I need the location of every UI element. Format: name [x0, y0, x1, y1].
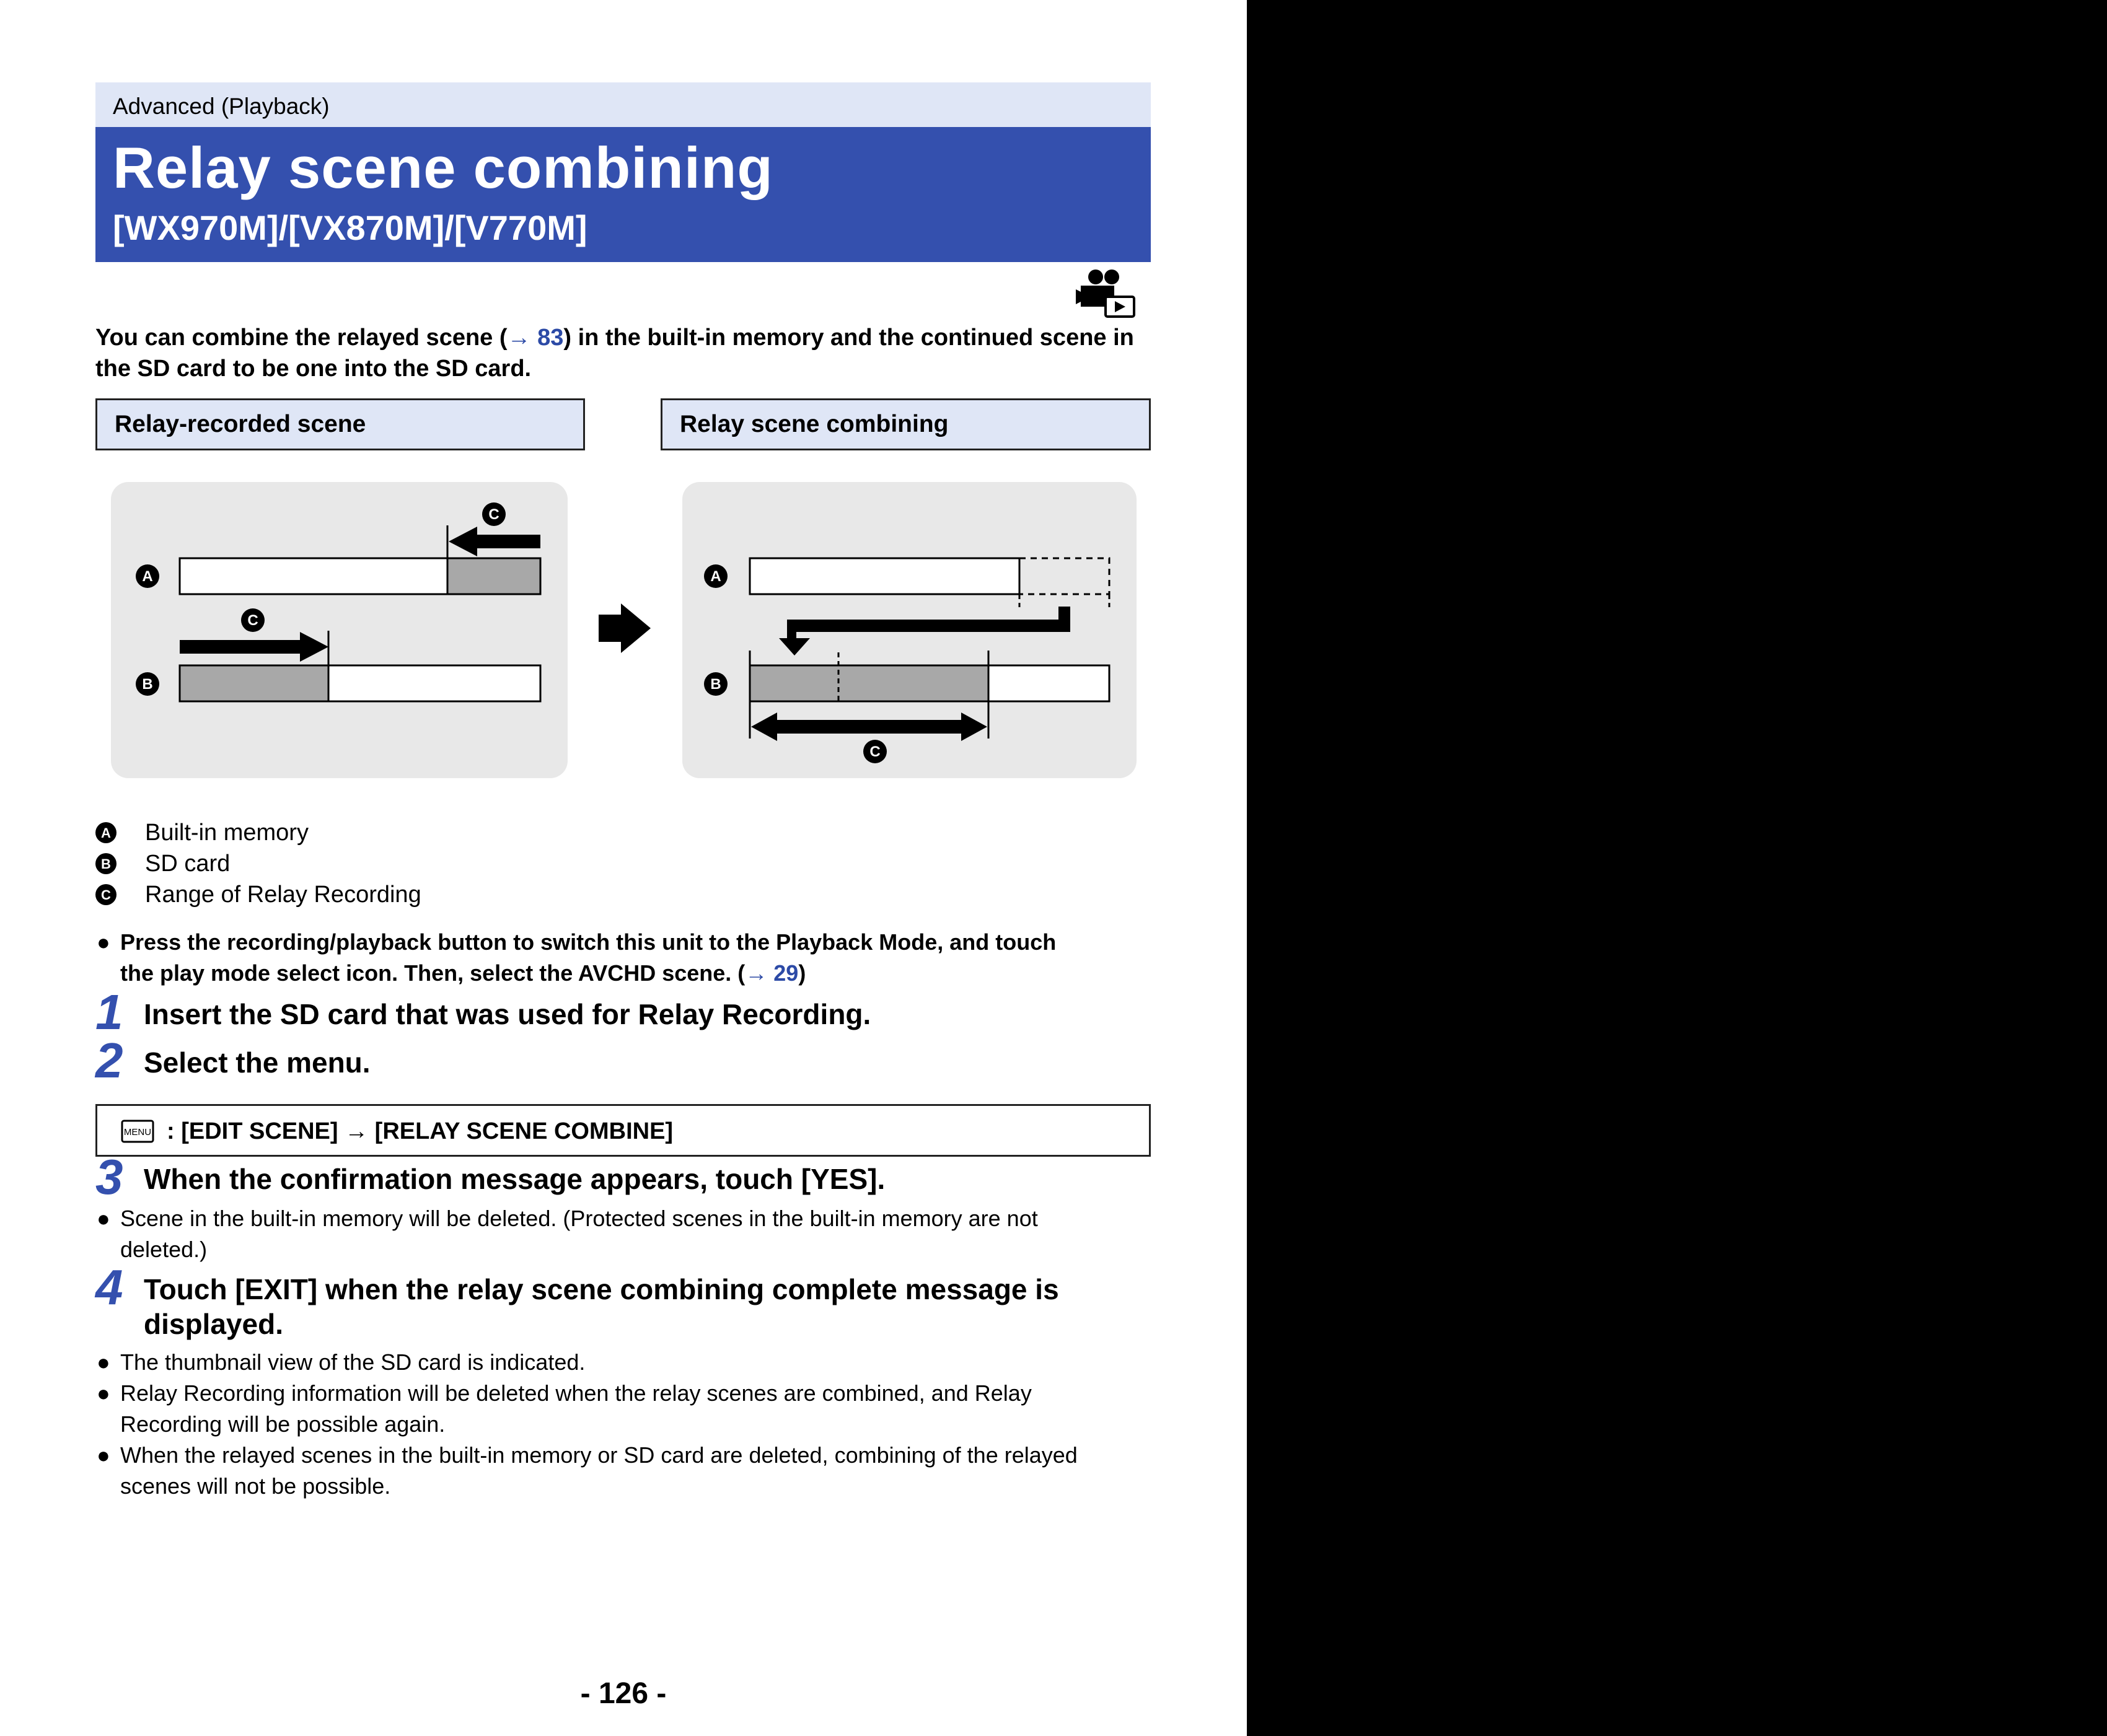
menu-icon[interactable] — [121, 1120, 154, 1143]
page-number: - 126 - — [580, 1677, 667, 1710]
step-text-continued: displayed. — [144, 1308, 283, 1340]
badge-c-left-bottom — [241, 608, 265, 632]
pre-note-line-1: Press the recording/playback button to switch this unit to the Playback Mode, and touch — [120, 929, 1057, 955]
step-number: 2 — [95, 1033, 123, 1088]
svg-text:A: A — [101, 825, 111, 841]
badge-a-left — [136, 564, 159, 588]
relay-diagram — [93, 471, 1159, 793]
badge-b-icon — [95, 853, 117, 874]
page-title: Relay scene combining — [113, 135, 773, 200]
black-margin — [1247, 0, 2107, 1736]
svg-text:A: A — [142, 568, 153, 585]
bullet-icon: ● — [97, 1380, 110, 1406]
page-link-29[interactable]: → 29 — [745, 960, 799, 986]
pre-note-line-2: the play mode select icon. Then, select the AVCHD scene. ( — [120, 960, 746, 986]
intro-paragraph — [95, 322, 1155, 384]
note-line: When the relayed scenes in the built-in memory or SD card are deleted, combining of the relayed — [120, 1442, 1078, 1468]
left-memory-relay-fill — [447, 558, 540, 594]
svg-text:C: C — [488, 506, 499, 523]
intro-text-1: You can combine the relayed scene ( — [95, 325, 508, 351]
bullet-icon: ● — [97, 1206, 110, 1231]
menu-path-text: : [EDIT SCENE] → [RELAY SCENE COMBINE] — [167, 1118, 674, 1144]
step-number: 1 — [95, 984, 123, 1040]
note-line: Relay Recording information will be deleted when the relay scenes are combined, and Relay — [120, 1380, 1032, 1406]
model-list: [WX970M]/[VX870M]/[V770M] — [113, 208, 587, 247]
left-sd-relay-fill — [180, 665, 328, 701]
note-line: Recording will be possible again. — [120, 1411, 446, 1437]
bullet-icon: ● — [97, 929, 110, 955]
camera-playback-icon — [1076, 268, 1138, 319]
legend-label-b: SD card — [145, 851, 231, 877]
badge-a-icon — [95, 822, 117, 843]
intro-text-2: ) in the built-in memory and the continued scene in the SD card to be one into the SD card. — [95, 325, 1134, 382]
badge-c-left-top — [482, 502, 506, 526]
menu-path-box — [95, 1104, 1151, 1157]
right-header-label: Relay scene combining — [680, 411, 949, 437]
badge-a-right — [704, 564, 728, 588]
legend-label-a: Built-in memory — [145, 820, 309, 846]
step-text: When the confirmation message appears, touch [YES]. — [144, 1163, 886, 1195]
note-line: deleted.) — [120, 1237, 208, 1262]
bullet-icon: ● — [97, 1442, 110, 1468]
step-number: 4 — [95, 1260, 123, 1315]
badge-b-right — [704, 672, 728, 696]
left-header-label: Relay-recorded scene — [115, 411, 366, 437]
title-banner — [95, 127, 1151, 262]
note-line: scenes will not be possible. — [120, 1473, 391, 1499]
bullet-icon: ● — [97, 1349, 110, 1375]
legend-label-c: Range of Relay Recording — [145, 882, 421, 908]
svg-text:C: C — [869, 743, 881, 760]
pre-note-line-2-end: ) — [798, 960, 806, 986]
svg-text:C: C — [247, 612, 258, 629]
svg-text:B: B — [142, 676, 153, 693]
transition-arrow-icon — [599, 603, 651, 653]
badge-c-icon — [95, 884, 117, 905]
page-link-83[interactable]: → 83 — [507, 325, 564, 351]
step-text: Insert the SD card that was used for Relay Recording. — [144, 998, 871, 1030]
step-text: Touch [EXIT] when the relay scene combining complete message is — [144, 1273, 1059, 1305]
svg-text:C: C — [101, 887, 111, 903]
svg-text:A: A — [710, 568, 721, 585]
svg-text:MENU: MENU — [123, 1127, 152, 1138]
section-breadcrumb — [95, 82, 1151, 127]
relay-recorded-scene-header — [95, 398, 585, 450]
right-sd-combined-fill — [750, 665, 988, 701]
right-memory-bar — [750, 558, 1019, 594]
step-number: 3 — [95, 1149, 123, 1204]
relay-scene-combining-header — [661, 398, 1151, 450]
badge-c-right — [863, 740, 887, 763]
left-diagram-panel — [111, 482, 568, 778]
badge-b-left — [136, 672, 159, 696]
section-label: Advanced (Playback) — [113, 94, 330, 119]
svg-text:B: B — [710, 676, 721, 693]
step-text: Select the menu. — [144, 1046, 371, 1079]
note-line: Scene in the built-in memory will be deleted. (Protected scenes in the built-in memory are not — [120, 1206, 1038, 1231]
svg-text:B: B — [101, 856, 111, 872]
note-line: The thumbnail view of the SD card is indicated. — [120, 1349, 586, 1375]
